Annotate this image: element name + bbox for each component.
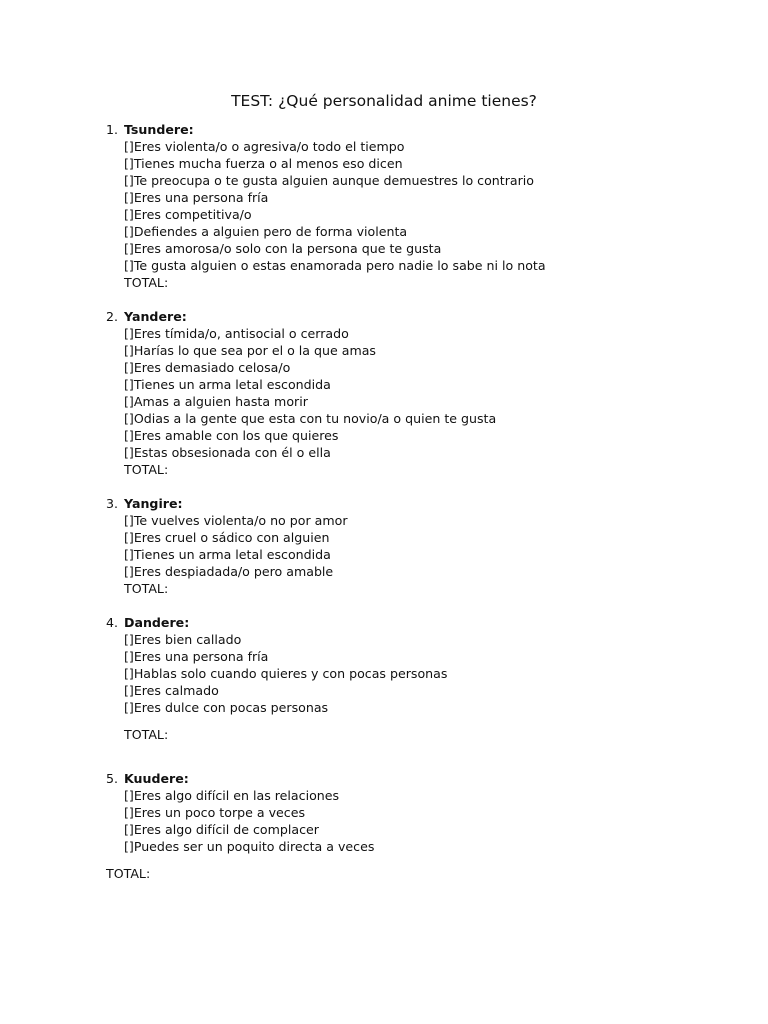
- checklist-item: []Eres amorosa/o solo con la persona que te gusta: [124, 241, 442, 256]
- checklist-item: []Eres algo difícil en las relaciones: [124, 788, 340, 803]
- total-label: TOTAL:: [124, 462, 169, 477]
- section-number: 1.: [106, 122, 119, 137]
- checklist-item: []Tienes un arma letal escondida: [124, 547, 331, 562]
- checklist-item: []Eres cruel o sádico con alguien: [124, 530, 330, 545]
- section-number: 5.: [106, 771, 119, 786]
- checklist-item: []Eres demasiado celosa/o: [124, 360, 291, 375]
- checklist-item: []Eres competitiva/o: [124, 207, 252, 222]
- checklist-item: []Eres calmado: [124, 683, 219, 698]
- section-name: Tsundere:: [124, 122, 194, 137]
- checklist-item: []Te vuelves violenta/o no por amor: [124, 513, 348, 528]
- checklist-item: []Eres algo difícil de complacer: [124, 822, 319, 837]
- checklist-item: []Estas obsesionada con él o ella: [124, 445, 331, 460]
- checklist-item: []Defiendes a alguien pero de forma violenta: [124, 224, 408, 239]
- checklist-item: []Eres bien callado: [124, 632, 242, 647]
- checklist-item: []Eres despiadada/o pero amable: [124, 564, 334, 579]
- checklist-item: []Eres dulce con pocas personas: [124, 700, 329, 715]
- checklist-item: []Tienes mucha fuerza o al menos eso dicen: [124, 156, 403, 171]
- section-name: Dandere:: [124, 615, 190, 630]
- checklist-item: []Eres un poco torpe a veces: [124, 805, 306, 820]
- checklist-item: []Eres tímida/o, antisocial o cerrado: [124, 326, 349, 341]
- page-title: TEST: ¿Qué personalidad anime tienes?: [231, 92, 537, 110]
- total-label: TOTAL:: [124, 275, 169, 290]
- checklist-item: []Eres violenta/o o agresiva/o todo el tiempo: [124, 139, 405, 154]
- section-name: Yangire:: [124, 496, 183, 511]
- checklist-item: []Tienes un arma letal escondida: [124, 377, 331, 392]
- checklist-item: []Amas a alguien hasta morir: [124, 394, 308, 409]
- checklist-item: []Odias a la gente que esta con tu novio/a o quien te gusta: [124, 411, 497, 426]
- section-number: 2.: [106, 309, 119, 324]
- section-name: Yandere:: [124, 309, 187, 324]
- checklist-item: []Hablas solo cuando quieres y con pocas personas: [124, 666, 448, 681]
- total-label: TOTAL:: [124, 727, 169, 742]
- section-number: 3.: [106, 496, 119, 511]
- checklist-item: []Harías lo que sea por el o la que amas: [124, 343, 376, 358]
- checklist-item: []Eres una persona fría: [124, 649, 269, 664]
- checklist-item: []Te preocupa o te gusta alguien aunque demuestres lo contrario: [124, 173, 535, 188]
- checklist-item: []Eres una persona fría: [124, 190, 269, 205]
- total-label: TOTAL:: [106, 866, 151, 881]
- checklist-item: []Puedes ser un poquito directa a veces: [124, 839, 375, 854]
- section-name: Kuudere:: [124, 771, 189, 786]
- section-number: 4.: [106, 615, 119, 630]
- checklist-item: []Eres amable con los que quieres: [124, 428, 339, 443]
- total-label: TOTAL:: [124, 581, 169, 596]
- checklist-item: []Te gusta alguien o estas enamorada pero nadie lo sabe ni lo nota: [124, 258, 546, 273]
